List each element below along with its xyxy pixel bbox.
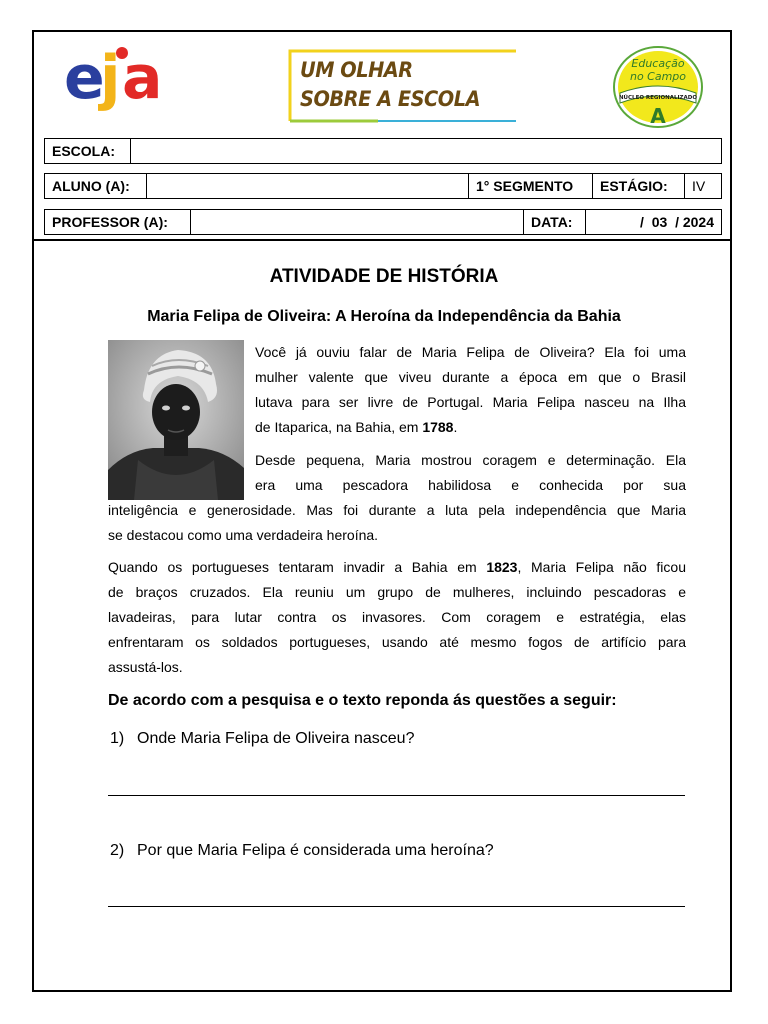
svg-text:e: e — [64, 46, 105, 113]
paragraph-2-bottom — [108, 498, 686, 548]
professor-field[interactable] — [191, 210, 524, 234]
eja-logo — [64, 46, 166, 114]
instruction: De acordo com a pesquisa e o texto reponda ás questões a seguir: — [108, 692, 617, 709]
escola-row — [44, 138, 722, 164]
page-title: ATIVIDADE DE HISTÓRIA — [269, 266, 499, 287]
page-subtitle: Maria Felipa de Oliveira: A Heroína da Independência da Bahia — [147, 308, 621, 325]
p1-line-4-text: de Itaparica, na Bahia, em — [255, 419, 423, 435]
p1-line-3: lutava para ser livre de Portugal. Maria Felipa nasceu na Ilha — [255, 394, 686, 410]
p3-line-1-end: , Maria Felipa não ficou — [517, 559, 686, 575]
escola-label: ESCOLA: — [45, 139, 131, 163]
banner-title — [300, 56, 480, 114]
aluno-field[interactable] — [147, 174, 469, 198]
educacao-no-campo-seal — [612, 45, 704, 129]
question-2 — [110, 842, 494, 860]
professor-label: PROFESSOR (A): — [45, 210, 191, 234]
p3-line-4: enfrentaram os soldados portugueses, usando até mesmo fogos de artifício para — [108, 634, 686, 650]
svg-text:j: j — [100, 46, 121, 113]
p3-line-3: lavadeiras, para lutar contra os invasores. Com coragem e estratégia, elas — [108, 609, 686, 625]
p2-line-3: inteligência e generosidade. Mas foi durante a luta pela independência que Maria — [108, 502, 686, 518]
seal-letter: A — [650, 104, 666, 128]
seal-band: NÚCLEO REGIONALIZADO — [618, 95, 698, 101]
question-1-text: Onde Maria Felipa de Oliveira nasceu? — [137, 730, 415, 747]
header-divider — [32, 239, 732, 241]
banner-line-1: UM OLHAR — [300, 58, 413, 82]
p1-line-1: Você já ouviu falar de Maria Felipa de Oliveira? Ela foi uma — [255, 344, 686, 360]
data-value[interactable]: / 03 / 2024 — [640, 214, 714, 230]
escola-field[interactable] — [131, 139, 721, 163]
seal-line-2: no Campo — [629, 70, 687, 83]
p3-line-5: assustá-los. — [108, 659, 183, 675]
question-1 — [110, 730, 414, 748]
aluno-label: ALUNO (A): — [45, 174, 147, 198]
answer-line-1[interactable] — [108, 795, 685, 796]
p2-line-2: era uma pescadora habilidosa e conhecida por sua — [255, 477, 686, 493]
p1-line-4 — [255, 415, 686, 440]
seal-line-1: Educação — [631, 57, 685, 70]
p3-line-2: de braços cruzados. Ela reuniu um grupo de mulheres, incluindo pescadoras e — [108, 584, 686, 600]
professor-row — [44, 209, 722, 235]
question-2-number: 2) — [110, 842, 125, 859]
banner-line-2: SOBRE A ESCOLA — [300, 87, 481, 111]
segmento-label: 1° SEGMENTO — [469, 174, 593, 198]
p1-line-4-end: . — [453, 419, 458, 435]
paragraph-2-top — [255, 448, 686, 498]
estagio-value: IV — [692, 178, 706, 194]
data-label: DATA: — [524, 210, 586, 234]
answer-line-2[interactable] — [108, 906, 685, 907]
question-1-number: 1) — [110, 730, 125, 747]
aluno-row — [44, 173, 722, 199]
p2-line-1: Desde pequena, Maria mostrou coragem e determinação. Ela — [255, 452, 686, 468]
p3-line-1-text: Quando os portugueses tentaram invadir a Bahia em — [108, 559, 487, 575]
estagio-label: ESTÁGIO: — [593, 174, 685, 198]
p1-year: 1788 — [422, 419, 454, 435]
paragraph-1 — [255, 340, 686, 440]
maria-felipa-portrait — [108, 340, 244, 500]
svg-text:a: a — [122, 46, 163, 113]
p1-line-2: mulher valente que viveu durante a época em que o Brasil — [255, 369, 686, 385]
paragraph-3 — [108, 555, 686, 680]
p2-line-4: se destacou como uma verdadeira heroína. — [108, 527, 379, 543]
question-2-text: Por que Maria Felipa é considerada uma heroína? — [137, 842, 494, 859]
p3-line-1 — [108, 555, 686, 580]
p3-year: 1823 — [486, 559, 518, 575]
